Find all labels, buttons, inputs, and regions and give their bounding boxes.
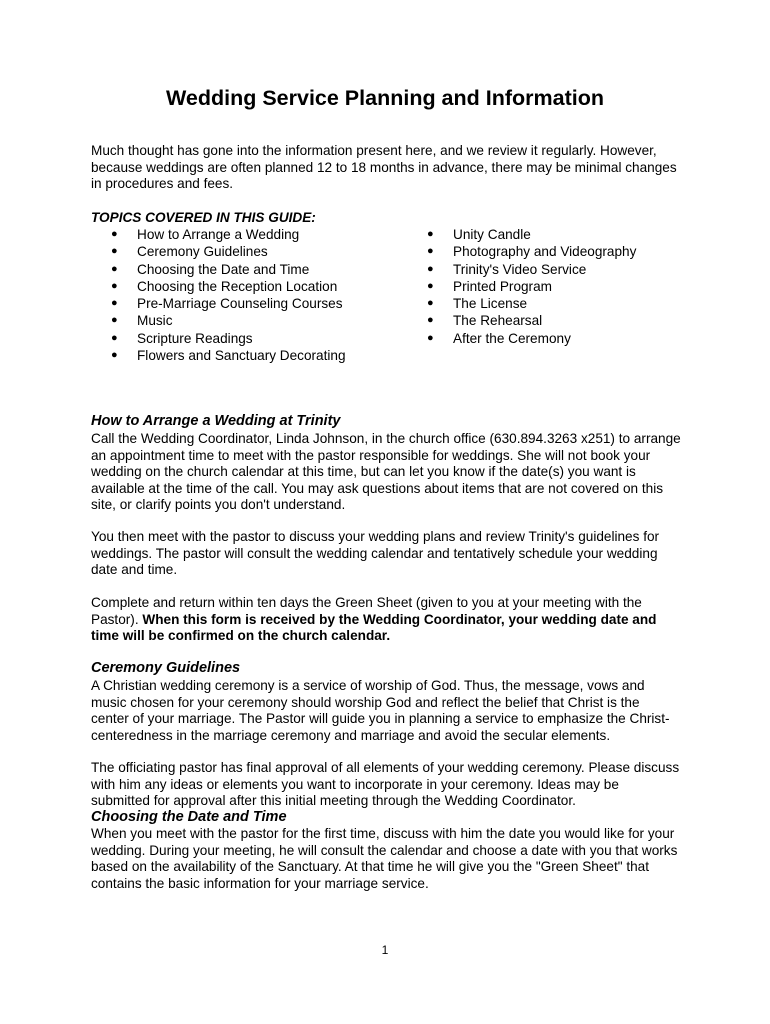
bullet-icon: ●	[111, 262, 118, 275]
topic-label: Trinity's Video Service	[453, 261, 587, 277]
topic-item	[111, 261, 346, 278]
topic-item	[427, 330, 636, 347]
bullet-icon: ●	[111, 279, 118, 292]
green-sheet-instructions: Complete and return within ten days the Green Sheet (given to you at your meeting with the Pastor).	[91, 595, 642, 627]
topic-label: Scripture Readings	[137, 330, 253, 346]
bullet-icon: ●	[111, 245, 118, 258]
arrange-wedding-paragraph-1: Call the Wedding Coordinator, Linda Johnson, in the church office (630.894.3263 x251) to arrange an appointment time to meet with the pastor responsible for weddings. She will not book your wedding on the church calendar at this time, but can let you know if the date(s) you want is available at the time of the call. You may ask questions about items that are not covered on this site, or clarify points you don't understand.	[91, 431, 681, 513]
bullet-icon: ●	[111, 228, 118, 240]
topic-label: Flowers and Sanctuary Decorating	[137, 348, 346, 364]
bullet-icon: ●	[111, 349, 118, 362]
topic-label: Choosing the Reception Location	[137, 278, 338, 294]
topic-label: Pre-Marriage Counseling Courses	[137, 296, 343, 312]
topic-item	[427, 312, 636, 329]
topics-list-left	[111, 226, 346, 364]
bullet-icon: ●	[427, 245, 434, 258]
topic-item	[111, 312, 346, 329]
bullet-icon: ●	[427, 314, 434, 327]
ceremony-guidelines-paragraph-1: A Christian wedding ceremony is a service of worship of God. Thus, the message, vows and music chosen for your ceremony should worship God and reflect the belief that Christ is the center of your marriage. The Pastor will guide you in planning a service to emphasize the Christ-centeredness in the marriage ceremony and marriage and avoid the secular elements.	[91, 678, 670, 743]
document-title: Wedding Service Planning and Information	[165, 86, 604, 110]
topic-label: How to Arrange a Wedding	[137, 227, 300, 242]
topic-label: The License	[453, 296, 528, 312]
topics-heading: TOPICS COVERED IN THIS GUIDE:	[91, 210, 316, 225]
topic-label: Music	[137, 313, 173, 329]
topic-item	[427, 226, 636, 243]
date-time-paragraph-1: When you meet with the pastor for the first time, discuss with him the date you would like for your wedding. During your meeting, he will consult the calendar and choose a date with you that works based on the availability of the Sanctuary. At that time he will give you the "Green Sheet" that contains the basic information for your marriage service.	[91, 826, 678, 891]
arrange-wedding-paragraph-3	[91, 595, 681, 645]
topic-item	[427, 295, 636, 312]
bullet-icon: ●	[427, 297, 434, 310]
arrange-wedding-paragraph-2: You then meet with the pastor to discuss your wedding plans and review Trinity's guidelines for weddings. The pastor will consult the wedding calendar and tentatively schedule your wedding date and time.	[91, 529, 660, 578]
topic-label: Printed Program	[453, 278, 552, 294]
section-heading-arrange-wedding: How to Arrange a Wedding at Trinity	[91, 413, 341, 429]
intro-paragraph: Much thought has gone into the information present here, and we review it regularly. However, because weddings are often planned 12 to 18 months in advance, there may be minimal changes in procedures and fees.	[91, 143, 677, 192]
page-number: 1	[381, 943, 389, 957]
topic-item	[427, 261, 636, 278]
bullet-icon: ●	[111, 331, 118, 344]
topic-label: The Rehearsal	[453, 313, 543, 329]
topic-item	[111, 295, 346, 312]
topic-item	[427, 243, 636, 260]
topic-label: Ceremony Guidelines	[137, 244, 268, 260]
topic-item	[111, 278, 346, 295]
topic-item	[111, 226, 346, 243]
topic-label: Photography and Videography	[453, 244, 637, 260]
topic-item	[111, 347, 346, 364]
topics-list-right	[427, 226, 636, 347]
bullet-icon: ●	[427, 262, 434, 275]
topic-label: Choosing the Date and Time	[137, 261, 310, 277]
topic-label: After the Ceremony	[453, 330, 571, 346]
topic-label: Unity Candle	[453, 227, 531, 242]
bullet-icon: ●	[111, 314, 118, 327]
topic-item	[111, 243, 346, 260]
confirmation-note: When this form is received by the Wedding Coordinator, your wedding date and time will be confirmed on the church calendar.	[91, 611, 657, 644]
topic-item	[111, 330, 346, 347]
bullet-icon: ●	[111, 297, 118, 310]
section-heading-date-time: Choosing the Date and Time	[91, 809, 287, 825]
bullet-icon: ●	[427, 228, 434, 240]
ceremony-guidelines-paragraph-2: The officiating pastor has final approval of all elements of your wedding ceremony. Please discuss with him any ideas or elements you want to incorporate in your ceremony. Ideas may be submitted for approval after this initial meeting through the Wedding Coordinator.	[91, 760, 680, 809]
bullet-icon: ●	[427, 279, 434, 292]
topic-item	[427, 278, 636, 295]
section-heading-ceremony-guidelines: Ceremony Guidelines	[91, 660, 241, 676]
bullet-icon: ●	[427, 331, 434, 344]
